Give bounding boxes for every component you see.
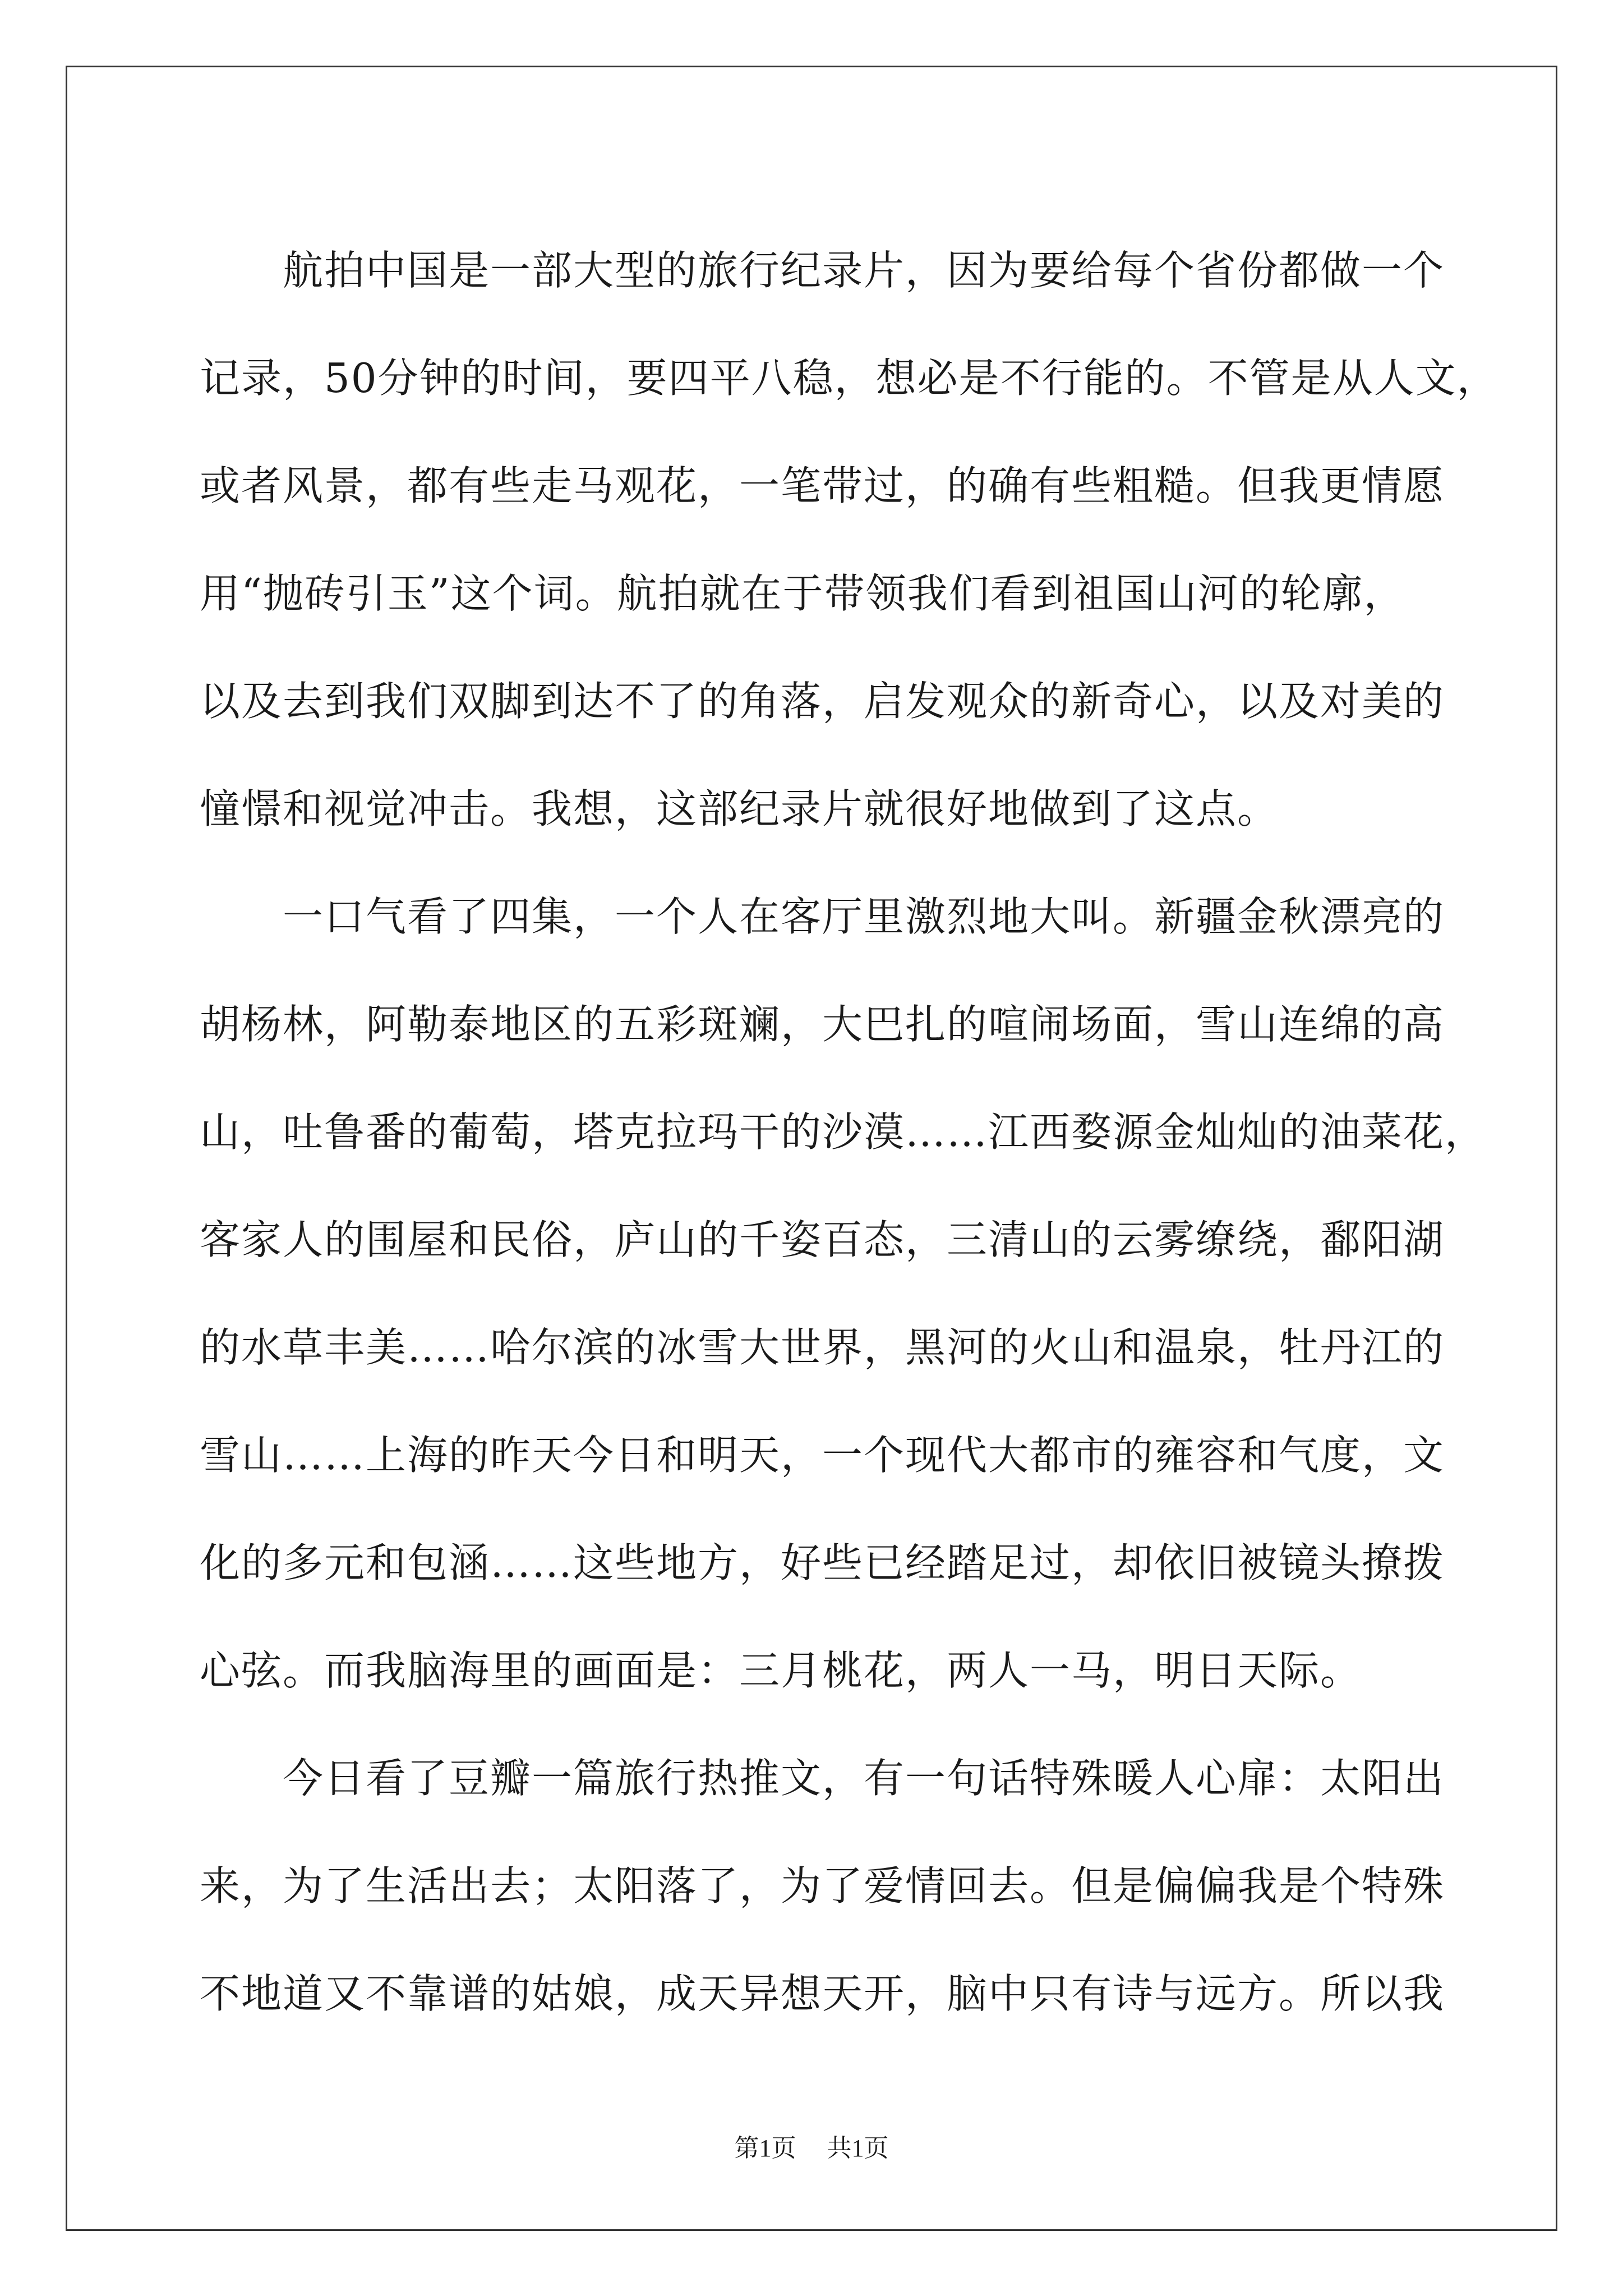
- text-line: 或者风景，都有些走马观花，一笔带过，的确有些粗糙。但我更情愿: [200, 462, 1445, 509]
- text-line: 今日看了豆瓣一篇旅行热推文，有一句话特殊暖人心扉：太阳出: [283, 1755, 1445, 1802]
- text-line: 用“抛砖引玉”这个词。航拍就在于带领我们看到祖国山河的轮廓，: [200, 570, 1405, 617]
- document-body: [200, 217, 1498, 2047]
- text-line: 心弦。而我脑海里的画面是：三月桃花，两人一马，明日天际。: [200, 1647, 1362, 1694]
- text-line: 胡杨林，阿勒泰地区的五彩斑斓，大巴扎的喧闹场面，雪山连绵的高: [200, 1001, 1445, 1048]
- page-footer: [0, 2132, 1623, 2165]
- page-total: 共1页: [827, 2134, 889, 2162]
- text-line: 一口气看了四集，一个人在客厅里激烈地大叫。新疆金秋漂亮的: [283, 893, 1445, 940]
- text-line: 雪山……上海的昨天今日和明天，一个现代大都市的雍容和气度，文: [200, 1432, 1445, 1479]
- text-line: 的水草丰美……哈尔滨的冰雪大世界，黑河的火山和温泉，牡丹江的: [200, 1324, 1445, 1371]
- text-line: 化的多元和包涵……这些地方，好些已经踏足过，却依旧被镜头撩拨: [200, 1539, 1445, 1586]
- text-line: 山，吐鲁番的葡萄，塔克拉玛干的沙漠……江西婺源金灿灿的油菜花，: [200, 1108, 1487, 1156]
- text-line: 来，为了生活出去；太阳落了，为了爱情回去。但是偏偏我是个特殊: [200, 1862, 1445, 1910]
- text-line: 记录，50分钟的时间，要四平八稳，想必是不行能的。不管是从人文，: [200, 355, 1498, 402]
- text-line: 不地道又不靠谱的姑娘，成天异想天开，脑中只有诗与远方。所以我: [200, 1970, 1445, 2017]
- text-line: 航拍中国是一部大型的旅行纪录片，因为要给每个省份都做一个: [283, 247, 1445, 294]
- page-number: 第1页: [734, 2134, 796, 2162]
- text-line: 以及去到我们双脚到达不了的角落，启发观众的新奇心，以及对美的: [200, 678, 1445, 725]
- text-line: 憧憬和视觉冲击。我想，这部纪录片就很好地做到了这点。: [200, 785, 1279, 832]
- text-line: 客家人的围屋和民俗，庐山的千姿百态，三清山的云雾缭绕，鄱阳湖: [200, 1216, 1445, 1263]
